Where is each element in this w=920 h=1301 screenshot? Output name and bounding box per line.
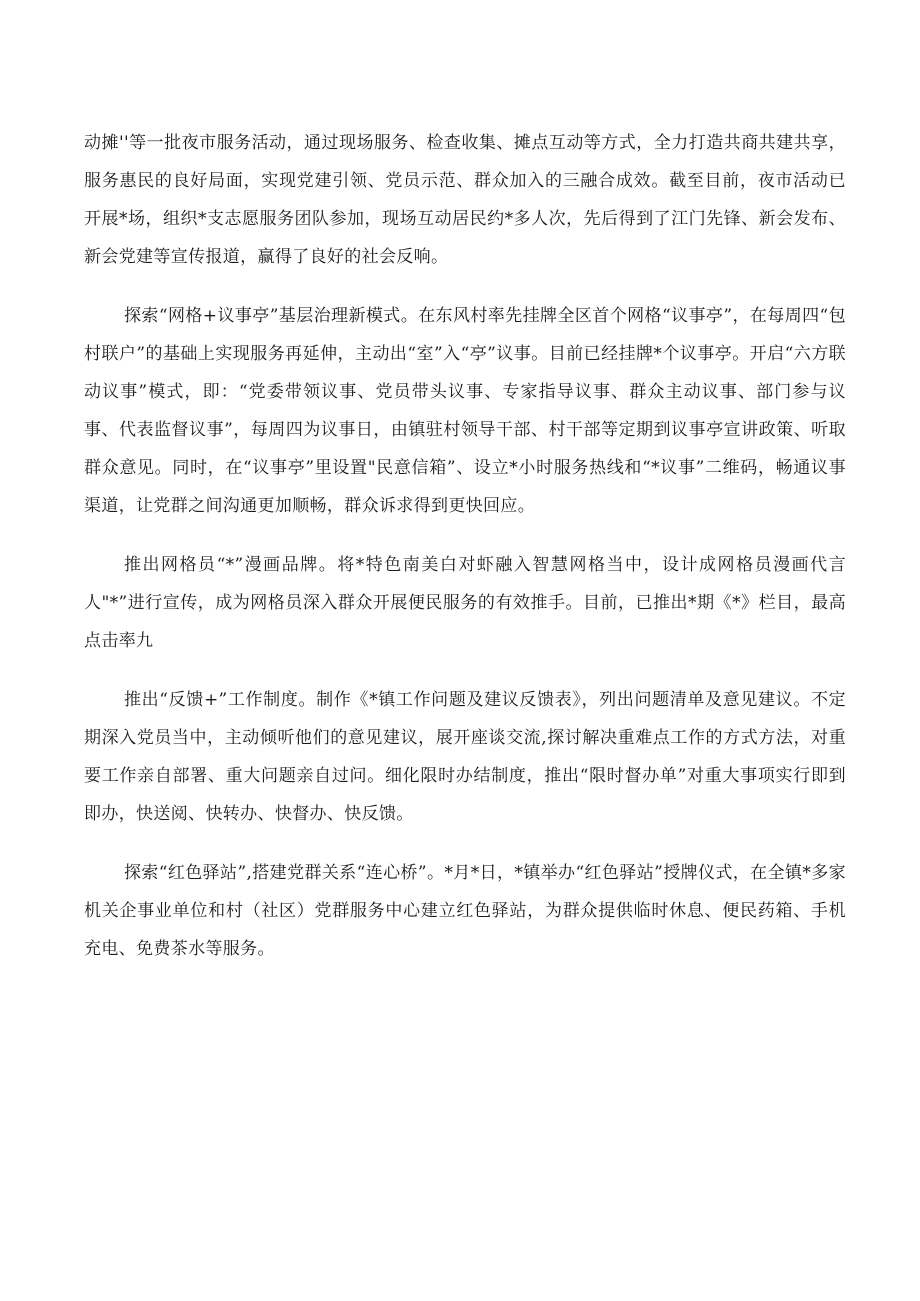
paragraph-night-market: 动摊''等一批夜市服务活动，通过现场服务、检查收集、摊点互动等方式，全力打造共商共建共享，服务惠民的良好局面，实现党建引领、党员示范、群众加入的三融合成效。截至目前，夜市活动已开展*场，组织*支志愿服务团队参加，现场互动居民约*多人次，先后得到了江门先锋、新会发布、新会党建等宣传报道，赢得了良好的社会反响。 <box>84 133 846 267</box>
paragraph-red-station: 探索“红色驿站”,搭建党群关系“连心桥”。*月*日，*镇举办“红色驿站”授牌仪式，在全镇*多家机关企事业单位和村（社区）党群服务中心建立红色驿站，为群众提供临时休息、便民药箱、手机充电、免费茶水等服务。 <box>84 863 846 959</box>
paragraph-grid-worker-comic-brand: 推出网格员“*”漫画品牌。将*特色南美白对虾融入智慧网格当中，设计成网格员漫画代言人"*”进行宣传，成为网格员深入群众开展便民服务的有效推手。目前，已推出*期《*》栏目，最高点击率九 <box>84 555 846 651</box>
paragraph-grid-discussion-pavilion: 探索“网格+议事亭”基层治理新模式。在东风村率先挂牌全区首个网格“议事亭”，在每周四“包村联户”的基础上实现服务再延伸，主动出“室”入“亭”议事。目前已经挂牌*个议事亭。开启“六方联动议事”模式，即：“党委带领议事、党员带头议事、专家指导议事、群众主动议事、部门参与议事、代表监督议事”，每周四为议事日，由镇驻村领导干部、村干部等定期到议事亭宣讲政策、听取群众意见。同时，在“议事亭”里设置"民意信箱”、设立*小时服务热线和“*议事”二维码，畅通议事渠道，让党群之间沟通更加顺畅，群众诉求得到更快回应。 <box>84 306 846 516</box>
paragraph-feedback-system: 推出“反馈+”工作制度。制作《*镇工作问题及建议反馈表》，列出问题清单及意见建议。不定期深入党员当中，主动倾听他们的意见建议，展开座谈交流,探讨解决重难点工作的方式方法，对重要工作亲自部署、重大问题亲自过问。细化限时办结制度，推出“限时督办单”对重大事项实行即到即办，快送阅、快转办、快督办、快反馈。 <box>84 690 846 824</box>
document-page <box>84 124 846 989</box>
